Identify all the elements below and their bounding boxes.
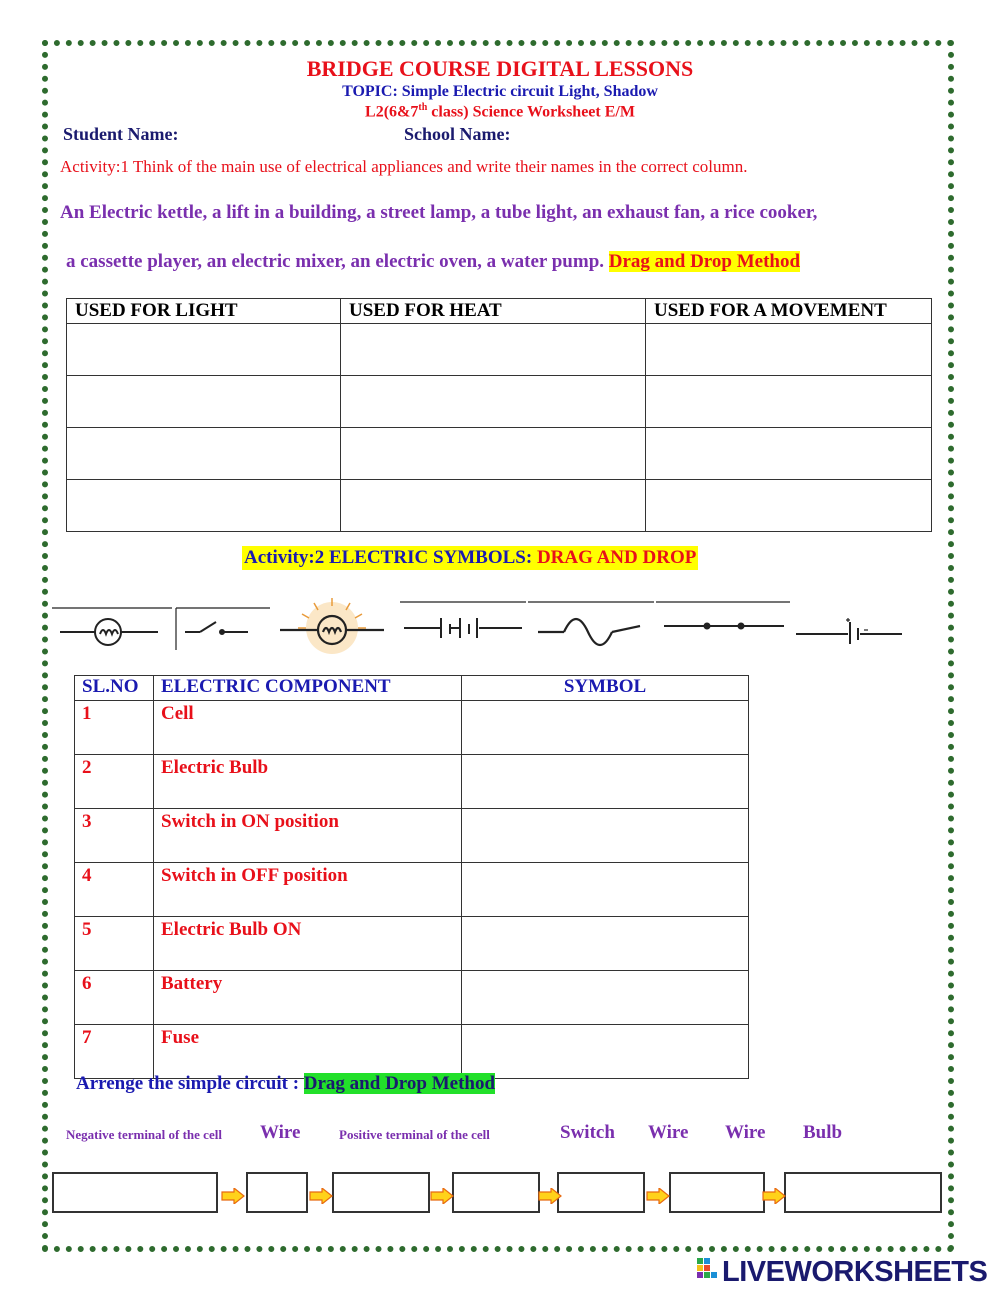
row-number: 1 <box>75 701 154 755</box>
circuit-drop-box[interactable] <box>52 1172 218 1213</box>
arrow-right-icon <box>762 1188 786 1204</box>
circuit-drop-box[interactable] <box>669 1172 765 1213</box>
component-name: Electric Bulb ON <box>154 917 462 971</box>
circuit-drop-box[interactable] <box>452 1172 540 1213</box>
circuit-drop-box[interactable] <box>332 1172 430 1213</box>
column-header-slno: SL.NO <box>75 676 154 701</box>
row-number: 3 <box>75 809 154 863</box>
column-header-heat: USED FOR HEAT <box>341 299 646 324</box>
appliance-use-table <box>66 298 932 532</box>
arrow-right-icon <box>646 1188 670 1204</box>
symbol-drop-cell[interactable] <box>462 917 749 971</box>
drop-cell[interactable] <box>341 324 646 376</box>
symbol-drop-cell[interactable] <box>462 755 749 809</box>
column-header-light: USED FOR LIGHT <box>67 299 341 324</box>
electric-symbols-table <box>74 675 749 1079</box>
table-row <box>67 376 932 428</box>
drop-cell[interactable] <box>646 376 932 428</box>
symbol-drop-cell[interactable] <box>462 701 749 755</box>
battery-symbol-icon[interactable] <box>404 618 522 638</box>
draggable-negative-terminal[interactable]: Negative terminal of the cell <box>66 1127 222 1142</box>
drop-cell[interactable] <box>646 324 932 376</box>
activity1-instruction: Activity:1 Think of the main use of electrical appliances and write their names in the correct column. <box>60 157 748 176</box>
arrow-right-icon <box>538 1188 562 1204</box>
draggable-wire[interactable]: Wire <box>648 1122 689 1143</box>
drop-cell[interactable] <box>67 480 341 532</box>
drop-cell[interactable] <box>67 428 341 480</box>
symbol-drop-cell[interactable] <box>462 1025 749 1079</box>
component-name: Electric Bulb <box>154 755 462 809</box>
draggable-wire[interactable]: Wire <box>260 1122 301 1143</box>
component-name: Cell <box>154 701 462 755</box>
table-row <box>75 971 749 1025</box>
component-name: Fuse <box>154 1025 462 1079</box>
cell-symbol-icon[interactable] <box>796 618 902 644</box>
row-number: 6 <box>75 971 154 1025</box>
arrow-right-icon <box>221 1188 245 1204</box>
table-row <box>75 701 749 755</box>
drop-cell[interactable] <box>67 376 341 428</box>
symbol-strip <box>50 594 910 658</box>
drop-cell[interactable] <box>67 324 341 376</box>
table-header-row <box>75 676 749 701</box>
worksheet-title: BRIDGE COURSE DIGITAL LESSONS <box>306 56 694 81</box>
circuit-drop-box[interactable] <box>784 1172 942 1213</box>
row-number: 7 <box>75 1025 154 1079</box>
table-row <box>67 480 932 532</box>
table-row <box>67 428 932 480</box>
drop-cell[interactable] <box>341 480 646 532</box>
activity1-items-line2: a cassette player, an electric mixer, an electric oven, a water pump. Drag and Drop Method <box>66 251 801 272</box>
symbol-drop-cell[interactable] <box>462 971 749 1025</box>
drag-drop-method-label: Drag and Drop Method <box>303 1073 496 1094</box>
liveworksheets-logo-icon <box>697 1258 719 1284</box>
fuse-symbol-icon[interactable] <box>538 619 640 645</box>
drop-cell[interactable] <box>341 376 646 428</box>
drop-cell[interactable] <box>646 480 932 532</box>
component-name: Switch in ON position <box>154 809 462 863</box>
switch-off-symbol-icon[interactable] <box>185 622 248 634</box>
row-number: 2 <box>75 755 154 809</box>
drop-cell[interactable] <box>646 428 932 480</box>
symbol-drop-cell[interactable] <box>462 863 749 917</box>
bulb-on-symbol-icon[interactable] <box>280 598 384 654</box>
activity2-title: Activity:2 ELECTRIC SYMBOLS: DRAG AND DROP <box>244 547 697 568</box>
bulb-symbol-icon[interactable] <box>60 619 158 645</box>
row-number: 4 <box>75 863 154 917</box>
table-row <box>75 863 749 917</box>
liveworksheets-logo: LIVEWORKSHEETS <box>697 1256 987 1289</box>
student-name-label: Student Name: <box>63 124 179 144</box>
arrow-right-icon <box>309 1188 333 1204</box>
worksheet-topic: TOPIC: Simple Electric circuit Light, Shadow <box>342 83 658 100</box>
symbol-drop-cell[interactable] <box>462 809 749 863</box>
school-name-label: School Name: <box>404 124 511 144</box>
table-row <box>67 324 932 376</box>
component-name: Switch in OFF position <box>154 863 462 917</box>
column-header-symbol: SYMBOL <box>462 676 749 701</box>
column-header-component: ELECTRIC COMPONENT <box>154 676 462 701</box>
switch-on-symbol-icon[interactable] <box>664 624 784 629</box>
column-header-movement: USED FOR A MOVEMENT <box>646 299 932 324</box>
drop-cell[interactable] <box>341 428 646 480</box>
activity1-items-line1: An Electric kettle, a lift in a building, a street lamp, a tube light, an exhaust fan, a rice cooker, <box>60 202 818 223</box>
circuit-drop-box[interactable] <box>557 1172 645 1213</box>
table-header-row <box>67 299 932 324</box>
draggable-wire[interactable]: Wire <box>725 1122 766 1143</box>
draggable-positive-terminal[interactable]: Positive terminal of the cell <box>339 1127 490 1142</box>
circuit-drop-box[interactable] <box>246 1172 308 1213</box>
component-name: Battery <box>154 971 462 1025</box>
arrow-right-icon <box>430 1188 454 1204</box>
table-row <box>75 809 749 863</box>
table-row <box>75 1025 749 1079</box>
draggable-switch[interactable]: Switch <box>560 1122 615 1143</box>
worksheet-level: L2(6&7th class) Science Worksheet E/M <box>365 102 635 121</box>
table-row <box>75 755 749 809</box>
activity3-title: Arrenge the simple circuit : Drag and Drop Method <box>76 1073 496 1094</box>
row-number: 5 <box>75 917 154 971</box>
draggable-bulb[interactable]: Bulb <box>803 1122 843 1143</box>
table-row <box>75 917 749 971</box>
drag-drop-method-label: Drag and Drop Method <box>608 251 801 272</box>
